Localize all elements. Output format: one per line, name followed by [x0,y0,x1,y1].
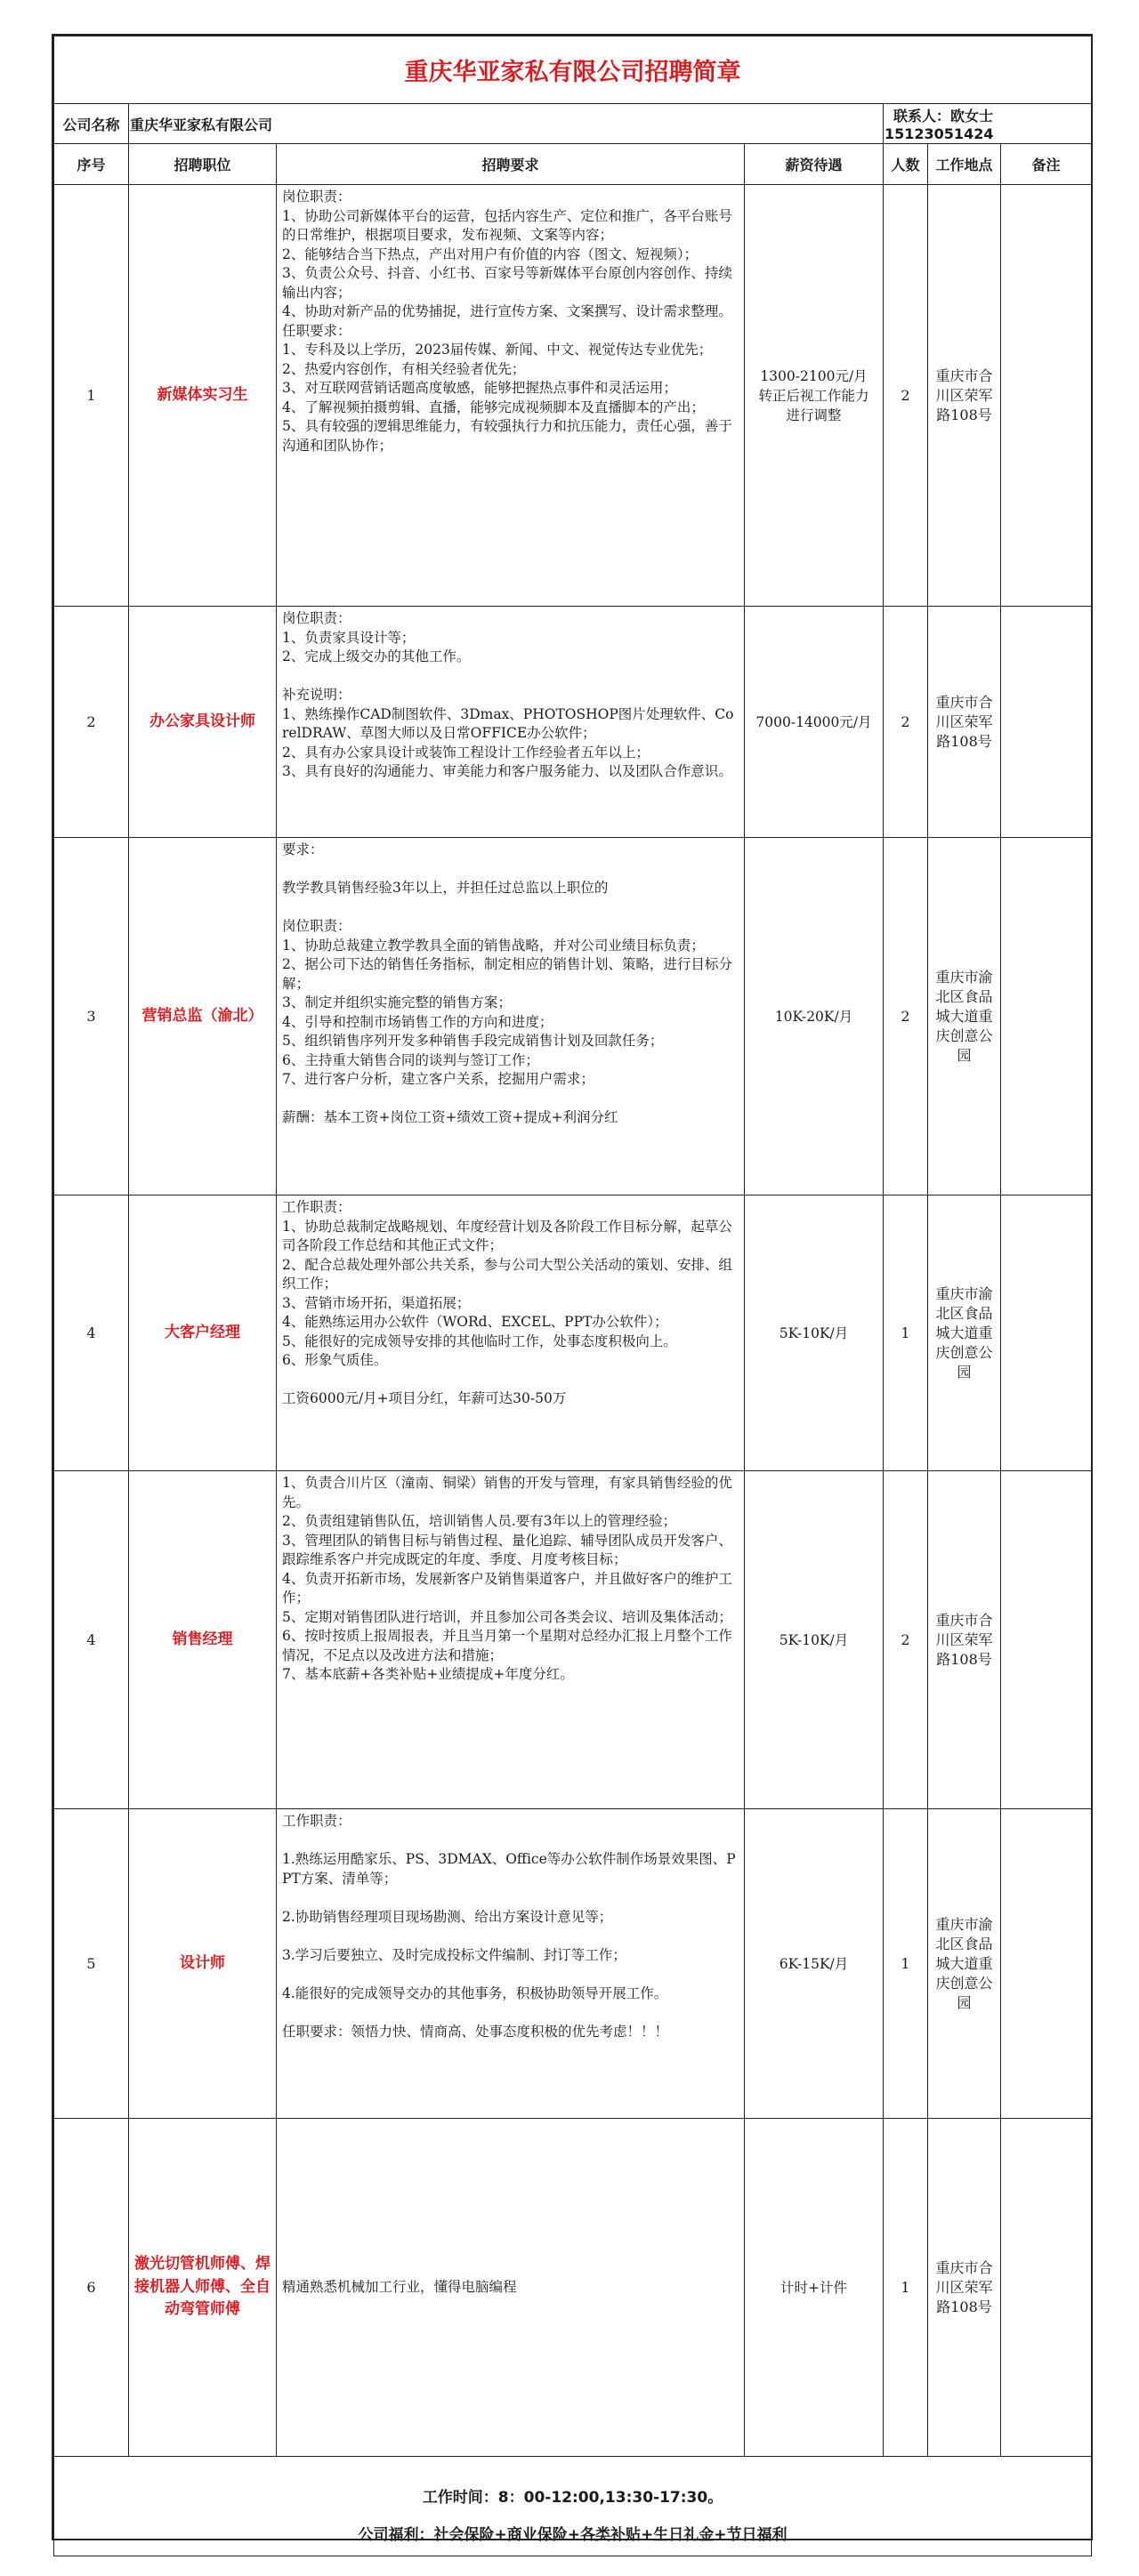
row-number: 1 [54,185,129,607]
recruitment-sheet [52,34,1093,2544]
requirement-line: 2、完成上级交办的其他工作。 [282,648,471,664]
headcount-cell: 1 [884,1195,928,1471]
headcount-cell: 2 [884,185,928,607]
requirement-line: 3.学习后要独立、及时完成投标文件编制、封订等工作； [282,1946,626,1963]
work-time: 工作时间：8：00-12:00,13:30-17:30。 [54,2457,1092,2510]
requirement-line: 3、营销市场开拓，渠道拓展； [282,1294,471,1311]
location-cell: 重庆市合川区荣军路108号 [928,1471,1001,1809]
requirement-line: 工作职责： [282,1199,351,1215]
requirement-line: 3、制定并组织实施完整的销售方案； [282,994,512,1010]
requirement-line: 5、组织销售序列开发多种销售手段完成销售计划及回款任务； [282,1033,664,1049]
page-title: 重庆华亚家私有限公司招聘简章 [54,36,1092,104]
requirement-line: 1、协助总裁制定战略规划、年度经营计划及各阶段工作目标分解，起草公司各阶段工作总结和其他正式文件； [282,1218,732,1253]
requirements-cell [277,1809,745,2119]
row-number: 5 [54,1809,129,2119]
position-title: 营销总监（渝北） [129,838,277,1195]
row-number: 6 [54,2119,129,2457]
requirement-line [282,1888,739,1908]
salary-cell: 5K-10K/月 [745,1471,884,1809]
row-number: 3 [54,838,129,1195]
requirement-line [282,667,739,687]
note-cell [1001,607,1092,838]
requirement-line [282,1831,739,1851]
salary-cell: 10K-20K/月 [745,838,884,1195]
requirement-line: 3、具有良好的沟通能力、审美能力和客户服务能力、以及团队合作意识。 [282,763,732,779]
requirement-line [282,860,739,880]
table-row [54,2119,1092,2457]
table-row [54,838,1092,1195]
requirement-line [282,898,739,918]
note-cell [1001,1195,1092,1471]
requirement-line [282,1371,739,1390]
requirement-line: 任职要求：领悟力快、情商高、处事态度积极的优先考虑！！！ [282,2023,669,2040]
contact-info: 联系人：欧女士15123051424 [884,104,1092,144]
note-cell [1001,2119,1092,2457]
benefits: 公司福利：社会保险+商业保险+各类补贴+生日礼金+节日福利 [54,2510,1092,2556]
note-cell [1001,1809,1092,2119]
requirement-line: 4、引导和控制市场销售工作的方向和进度； [282,1013,553,1030]
requirement-line: 4、了解视频拍摄剪辑、直播，能够完成视频脚本及直播脚本的产出； [282,398,705,415]
requirement-line: 2、据公司下达的销售任务指标，制定相应的销售计划、策略，进行目标分解； [282,956,732,992]
job-rows [54,185,1092,2457]
requirement-line: 4、负责开拓新市场，发展新客户及销售渠道客户，并且做好客户的维护工作； [282,1570,732,1606]
requirement-line: 3、管理团队的销售目标与销售过程、量化追踪、辅导团队成员开发客户、跟踪维系客户并完成既定的年度、季度、月度考核目标； [282,1532,732,1567]
requirement-line: 2、负责组建销售队伍，培训销售人员.要有3年以上的管理经验； [282,1513,677,1529]
requirement-line: 4、能熟练运用办公软件（WORd、EXCEL、PPT办公软件）； [282,1314,668,1330]
headcount-cell: 2 [884,607,928,838]
requirement-line: 要求： [282,841,324,857]
requirement-line: 3、对互联网营销话题高度敏感，能够把握热点事件和灵活运用； [282,380,677,396]
requirement-line: 5、具有较强的逻辑思维能力，有较强执行力和抗压能力，责任心强，善于沟通和团队协作； [282,418,732,454]
header-position: 招聘职位 [129,144,277,185]
requirement-line: 1、专科及以上学历，2023届传媒、新闻、中文、视觉传达专业优先； [282,342,713,358]
salary-cell: 1300-2100元/月转正后视工作能力进行调整 [745,185,884,607]
requirement-line [282,1090,739,1109]
requirement-line: 1、协助总裁建立教学教具全面的销售战略，并对公司业绩目标负责； [282,937,705,954]
salary-cell: 6K-15K/月 [745,1809,884,2119]
table-row [54,185,1092,607]
requirement-line: 工作职责： [282,1813,351,1829]
requirements-cell [277,1195,745,1471]
headcount-cell: 1 [884,1809,928,2119]
position-title: 激光切管机师傅、焊接机器人师傅、全自动弯管师傅 [129,2119,277,2457]
table-row [54,1809,1092,2119]
recruitment-table [53,36,1092,2556]
requirement-line: 7、基本底薪+各类补贴+业绩提成+年度分红。 [282,1666,574,1682]
requirements-cell [277,1471,745,1809]
requirement-line: 4、协助对新产品的优势捕捉，进行宣传方案、文案撰写、设计需求整理。 [282,303,732,319]
row-number: 4 [54,1195,129,1471]
position-title: 新媒体实习生 [129,185,277,607]
requirement-line: 2、能够结合当下热点，产出对用户有价值的内容（图文、短视频）； [282,246,699,262]
requirement-line: 1、负责合川片区（潼南、铜梁）销售的开发与管理，有家具销售经验的优先。 [282,1475,732,1510]
requirement-line: 4.能很好的完成领导交办的其他事务，积极协助领导开展工作。 [282,1984,668,2001]
requirement-line [282,1927,739,1946]
requirement-line: 1、熟练操作CAD制图软件、3Dmax、PHOTOSHOP图片处理软件、CorelDRAW、草图大师以及日常OFFICE办公软件； [282,705,734,741]
headcount-cell: 2 [884,838,928,1195]
salary-cell: 5K-10K/月 [745,1195,884,1471]
header-note: 备注 [1001,144,1092,185]
position-title: 销售经理 [129,1471,277,1809]
requirements-cell [277,185,745,607]
requirement-line: 6、按时按质上报周报表，并且当月第一个星期对总经办汇报上月整个工作情况，不足点以及改进方法和措施； [282,1628,732,1663]
salary-cell: 计时+计件 [745,2119,884,2457]
headcount-cell: 2 [884,1471,928,1809]
position-title: 大客户经理 [129,1195,277,1471]
requirements-cell [277,607,745,838]
requirement-line: 1.熟练运用酷家乐、PS、3DMAX、Office等办公软件制作场景效果图、PPT方案、清单等； [282,1851,736,1887]
header-location: 工作地点 [928,144,1001,185]
location-cell: 重庆市渝北区食品城大道重庆创意公园 [928,838,1001,1195]
location-cell: 重庆市渝北区食品城大道重庆创意公园 [928,1195,1001,1471]
note-cell [1001,838,1092,1195]
row-number: 4 [54,1471,129,1809]
requirements-cell [277,2119,745,2457]
location-cell: 重庆市合川区荣军路108号 [928,607,1001,838]
header-salary: 薪资待遇 [745,144,884,185]
position-title: 设计师 [129,1809,277,2119]
headcount-cell: 1 [884,2119,928,2457]
requirement-line: 1、负责家具设计等； [282,629,416,646]
requirement-line: 3、负责公众号、抖音、小红书、百家号等新媒体平台原创内容创作、持续输出内容； [282,265,732,301]
requirement-line: 精通熟悉机械加工行业，懂得电脑编程 [282,2278,517,2295]
requirement-line: 薪酬：基本工资+岗位工资+绩效工资+提成+利润分红 [282,1109,618,1125]
table-row [54,1471,1092,1809]
requirement-line: 工资6000元/月+项目分红，年薪可达30-50万 [282,1390,567,1406]
requirement-line: 任职要求： [282,322,351,339]
requirement-line: 2、配合总裁处理外部公共关系，参与公司大型公关活动的策划、安排、组织工作； [282,1256,732,1292]
requirement-line: 5、能很好的完成领导安排的其他临时工作，处事态度积极向上。 [282,1332,677,1349]
requirement-line: 2.协助销售经理项目现场勘测、给出方案设计意见等； [282,1908,613,1925]
location-cell: 重庆市合川区荣军路108号 [928,185,1001,607]
header-no: 序号 [54,144,129,185]
requirement-line: 补充说明： [282,687,351,703]
requirement-line [282,1965,739,1984]
location-cell: 重庆市合川区荣军路108号 [928,2119,1001,2457]
table-row [54,607,1092,838]
row-number: 2 [54,607,129,838]
requirement-line: 教学教具销售经验3年以上，并担任过总监以上职位的 [282,880,609,896]
requirement-line: 5、定期对销售团队进行培训，并且参加公司各类会议、培训及集体活动； [282,1608,732,1625]
company-name: 重庆华亚家私有限公司 [129,104,884,144]
requirement-line: 6、形象气质佳。 [282,1352,388,1368]
requirements-cell [277,838,745,1195]
requirement-line: 7、进行客户分析，建立客户关系，挖掘用户需求； [282,1071,594,1087]
requirement-line: 岗位职责： [282,918,351,934]
salary-cell: 7000-14000元/月 [745,607,884,838]
note-cell [1001,185,1092,607]
requirement-line: 2、具有办公家具设计或装饰工程设计工作经验者五年以上； [282,744,650,761]
position-title: 办公家具设计师 [129,607,277,838]
table-row [54,1195,1092,1471]
requirement-line: 2、热爱内容创作，有相关经验者优先； [282,360,526,377]
note-cell [1001,1471,1092,1809]
requirement-line: 岗位职责： [282,189,351,205]
company-label: 公司名称 [54,104,129,144]
header-requirements: 招聘要求 [277,144,745,185]
requirement-line: 岗位职责： [282,610,351,626]
header-count: 人数 [884,144,928,185]
requirement-line: 1、协助公司新媒体平台的运营，包括内容生产、定位和推广，各平台账号的日常维护，根据项目要求，发布视频、文案等内容； [282,207,732,243]
requirement-line: 6、主持重大销售合同的谈判与签订工作； [282,1051,539,1068]
location-cell: 重庆市渝北区食品城大道重庆创意公园 [928,1809,1001,2119]
requirement-line [282,2003,739,2023]
